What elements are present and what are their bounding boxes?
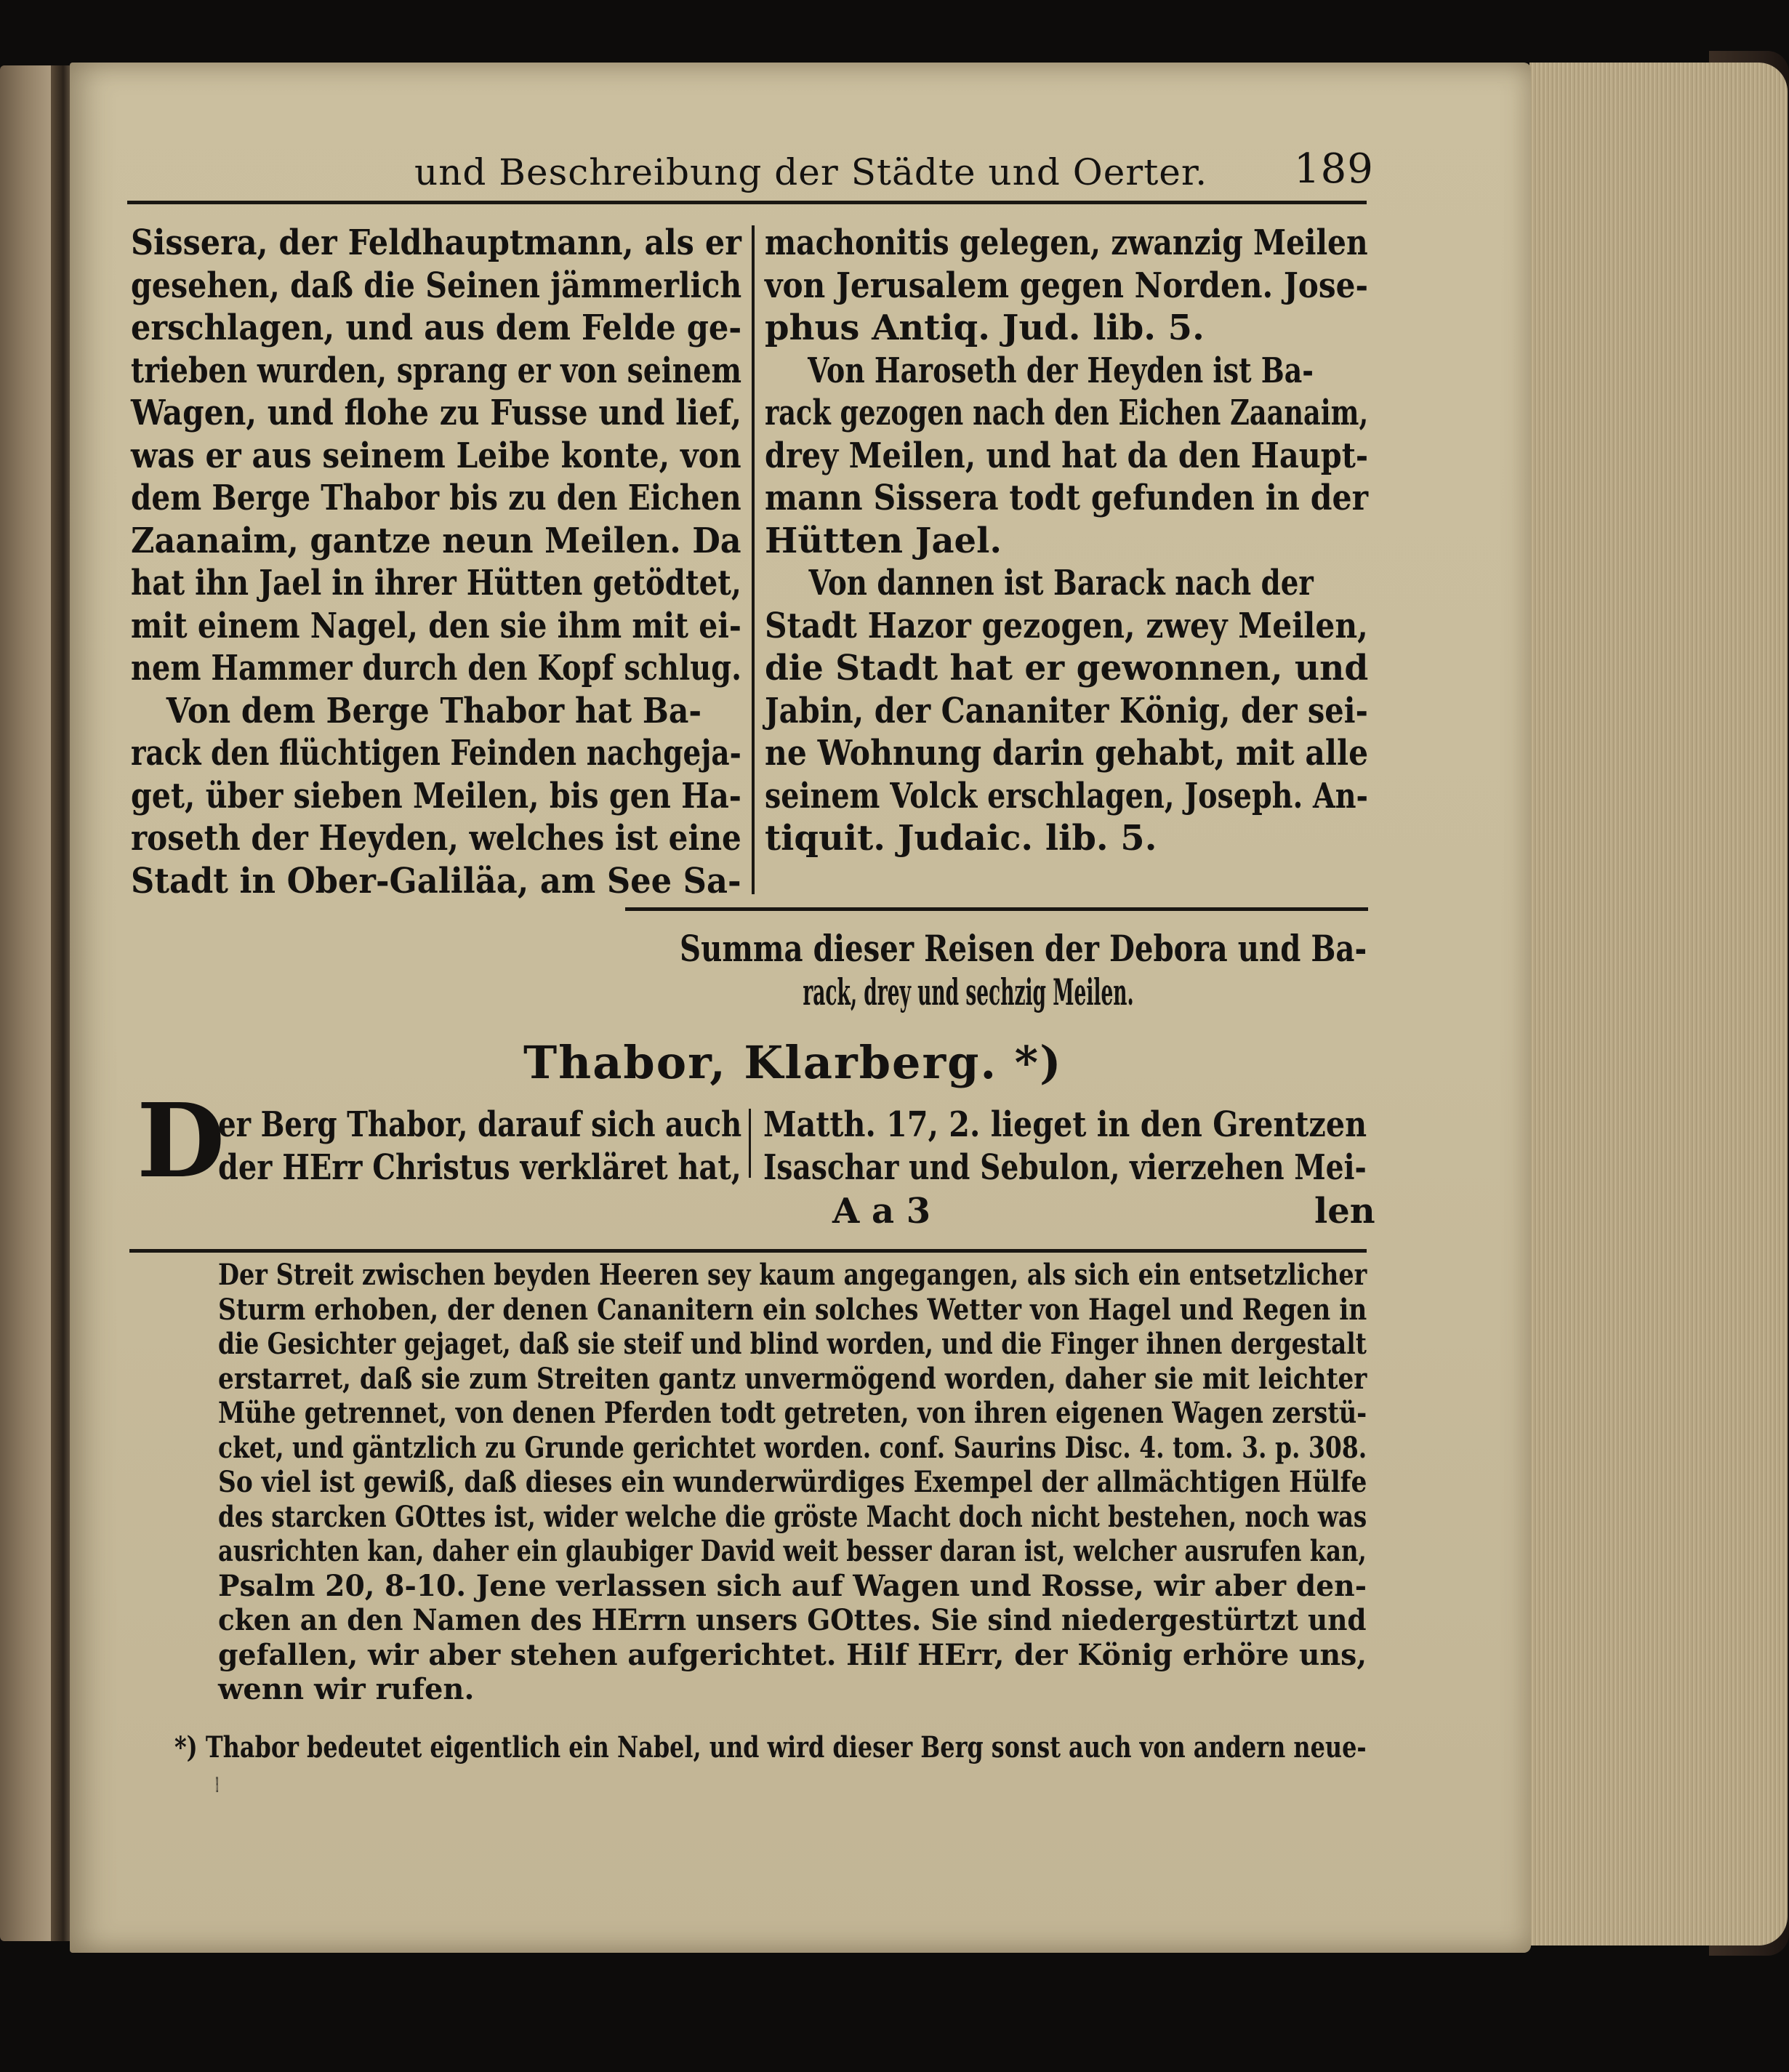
catchword: len xyxy=(1314,1191,1375,1232)
footnote-line: Der Streit zwischen beyden Heeren sey kaum angegangen, als sich ein entsetzlicher xyxy=(218,1258,1367,1292)
right-line: seinem Volck erschlagen, Joseph. An- xyxy=(765,775,1368,816)
footnote-line: cket, und gäntzlich zu Grunde gerichtet worden. conf. Saurins Disc. 4. tom. 3. p. 308. xyxy=(218,1430,1367,1465)
right-line: von Jerusalem gegen Norden. Jose- xyxy=(765,265,1368,306)
right-line: Stadt Hazor gezogen, zwey Meilen, xyxy=(765,605,1368,646)
right-line: drey Meilen, und hat da den Haupt- xyxy=(765,435,1369,476)
running-title: und Beschreibung der Städte und Oerter. xyxy=(414,151,1208,193)
column-divider xyxy=(752,225,755,894)
footnote-block xyxy=(218,1258,1640,1707)
summa-line: Summa dieser Reisen der Debora und Ba- xyxy=(680,927,1367,970)
footnote-line: So viel ist gewiß, daß dieses ein wunderwürdiges Exempel der allmächtigen Hülfe xyxy=(218,1465,1367,1499)
right-line: ne Wohnung darin gehabt, mit alle xyxy=(765,733,1369,774)
left-line: Wagen, und flohe zu Fusse und lief, xyxy=(131,393,742,433)
left-line: trieben wurden, sprang er von seinem xyxy=(131,350,742,391)
summa-block xyxy=(680,927,1538,1014)
footnote-line: Psalm 20, 8-10. Jene verlassen sich auf Wagen und Rosse, wir aber den- xyxy=(218,1568,1367,1603)
drop-cap: D xyxy=(137,1082,225,1201)
left-line: hat ihn Jael in ihrer Hütten getödtet, xyxy=(131,563,741,603)
right-line: phus Antiq. Jud. lib. 5. xyxy=(765,308,1205,348)
summa-rule xyxy=(625,907,1368,911)
signature-mark: A a 3 xyxy=(832,1191,931,1232)
left-page-edge xyxy=(0,65,58,1941)
footnote-line: des starcken GOttes ist, wider welche die gröste Macht doch nicht bestehen, noch was xyxy=(218,1499,1367,1534)
right-line: Jabin, der Cananiter König, der sei- xyxy=(765,690,1368,731)
note-block xyxy=(174,1730,1669,1799)
section-heading: Thabor, Klarberg. *) xyxy=(523,1036,1063,1089)
left-line: erschlagen, und aus dem Felde ge- xyxy=(131,308,742,348)
thabor-right-text xyxy=(763,1104,1502,1189)
left-line: was er aus seinem Leibe konte, von xyxy=(131,435,741,476)
footnote-line: die Gesichter gejaget, daß sie steif und blind worden, und die Finger ihnen dergestalt xyxy=(218,1327,1367,1361)
footnote-line: Sturm erhoben, der denen Cananitern ein solches Wetter von Hagel und Regen in xyxy=(218,1292,1367,1327)
thabor-left-line: er Berg Thabor, darauf sich auch xyxy=(218,1104,742,1145)
right-line: machonitis gelegen, zwanzig Meilen xyxy=(765,222,1368,263)
left-line: Sissera, der Feldhauptmann, als er xyxy=(131,222,741,263)
thabor-right-line: Matth. 17, 2. lieget in den Grentzen xyxy=(763,1104,1367,1145)
page-number: 189 xyxy=(1294,145,1374,193)
right-line: Von dannen ist Barack nach der xyxy=(808,563,1314,603)
footnote-line: gefallen, wir aber stehen aufgerichtet. Hilf HErr, der König erhöre uns, xyxy=(218,1637,1367,1672)
left-line: get, über sieben Meilen, bis gen Ha- xyxy=(131,775,741,816)
left-line: roseth der Heyden, welches ist eine xyxy=(131,818,741,859)
thabor-left-line: der HErr Christus verkläret hat, xyxy=(218,1147,741,1188)
footnote-line: cken an den Namen des HErrn unsers GOttes. Sie sind niedergestürtzt und xyxy=(218,1603,1367,1637)
left-line: Von dem Berge Thabor hat Ba- xyxy=(166,690,702,731)
right-line: Hütten Jael. xyxy=(765,520,1002,561)
right-line: die Stadt hat er gewonnen, und xyxy=(765,648,1369,688)
footnote-line: ausrichten kan, daher ein glaubiger David weit besser daran ist, welcher ausrufen kan, xyxy=(218,1534,1367,1568)
footnote-line: wenn wir rufen. xyxy=(218,1672,475,1706)
thabor-right-line: Isaschar und Sebulon, vierzehen Mei- xyxy=(763,1147,1367,1188)
footnote-line: erstarret, daß sie zum Streiten gantz unvermögend worden, daher sie mit leichter xyxy=(218,1361,1367,1396)
left-line: gesehen, daß die Seinen jämmerlich xyxy=(131,265,742,306)
note-line: *) Thabor bedeutet eigentlich ein Nabel, und wird dieser Berg sonst auch von andern neue- xyxy=(174,1730,1367,1764)
right-line: Von Haroseth der Heyden ist Ba- xyxy=(808,350,1314,391)
footnote-rule xyxy=(129,1249,1367,1253)
left-line: Zaanaim, gantze neun Meilen. Da xyxy=(131,520,741,561)
right-line: rack gezogen nach den Eichen Zaanaim, xyxy=(765,393,1369,433)
left-line: Stadt in Ober-Galiläa, am See Sa- xyxy=(131,860,741,902)
summa-line: rack, drey und sechzig Meilen. xyxy=(803,971,1134,1013)
footnote-line: Mühe getrennet, von denen Pferden todt getreten, von ihren eigenen Wagen zerstü- xyxy=(218,1396,1367,1430)
right-line: mann Sissera todt gefunden in der xyxy=(765,478,1369,518)
left-line: mit einem Nagel, den sie ihm mit ei- xyxy=(131,605,741,646)
right-line: tiquit. Judaic. lib. 5. xyxy=(765,818,1157,859)
note-line: ren xyxy=(216,1764,218,1799)
header-rule xyxy=(127,201,1367,204)
left-line: nem Hammer durch den Kopf schlug. xyxy=(131,648,741,688)
left-line: dem Berge Thabor bis zu den Eichen xyxy=(131,478,741,518)
thabor-divider xyxy=(749,1109,751,1178)
left-line: rack den flüchtigen Feinden nachgeja- xyxy=(131,733,741,774)
right-column xyxy=(765,222,1368,860)
left-column xyxy=(131,222,742,902)
